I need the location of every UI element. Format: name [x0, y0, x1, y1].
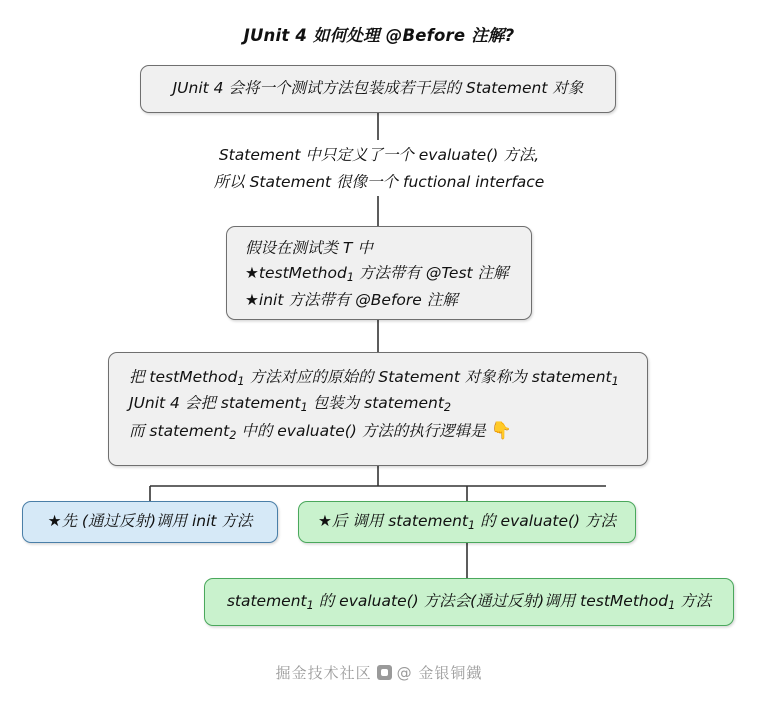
bottom-text-sub1: 1 [306, 598, 314, 612]
bottom-text-c: 方法 [675, 591, 712, 610]
bottom-text-b: 的 evaluate() 方法会(通过反射)调用 testMethod [313, 591, 669, 610]
note-statement-interface [129, 142, 629, 195]
star-icon: ★ [245, 264, 259, 283]
note-line-1: Statement 中只定义了一个 evaluate() 方法, [218, 146, 540, 164]
statement-line-1-sub2: 1 [611, 375, 619, 389]
statement-line-2-sub1: 1 [300, 401, 308, 415]
watermark-prefix: 掘金技术社区 [275, 664, 372, 682]
statement-line-1 [129, 365, 627, 391]
node-assumptions [226, 226, 532, 320]
assume-line-2-b: 方法带有 @Test 注解 [354, 264, 509, 283]
assume-line-2 [245, 261, 513, 287]
node-statement-wrapping [108, 352, 648, 466]
statement-line-1-sub1: 1 [237, 375, 245, 389]
bottom-text-sub2: 1 [668, 598, 676, 612]
watermark-suffix: @ 金银铜鐡 [396, 664, 483, 682]
branch-right-text [318, 509, 616, 535]
branch-right-label-b: 的 evaluate() 方法 [475, 511, 617, 530]
bottom-text-a: statement [226, 591, 307, 610]
node-top-statement-text: JUnit 4 会将一个测试方法包装成若干层的 Statement 对象 [172, 79, 584, 98]
statement-line-2 [129, 391, 627, 417]
node-bottom-reflection-call [204, 578, 734, 626]
logo-icon [377, 665, 392, 680]
statement-line-2-b: 包装为 statement [307, 394, 444, 413]
assume-line-2-a: testMethod [258, 264, 347, 283]
note-line-2: 所以 Statement 很像一个 fuctional interface [213, 172, 545, 191]
statement-line-2-sub2: 2 [443, 401, 452, 415]
branch-right-label-sub: 1 [468, 518, 476, 532]
star-icon: ★ [245, 290, 259, 309]
statement-line-3-a: 而 statement [129, 421, 230, 440]
assume-line-3-text: init 方法带有 @Before 注解 [258, 290, 458, 309]
node-top-statement [140, 65, 616, 113]
statement-line-3-b: 中的 evaluate() 方法的执行逻辑是 [236, 421, 491, 440]
star-icon: ★ [317, 511, 332, 530]
statement-line-3-sub1: 2 [229, 429, 237, 443]
assume-line-1: 假设在测试类 T 中 [245, 239, 373, 257]
star-icon: ★ [47, 512, 62, 531]
statement-line-1-a: 把 testMethod [129, 368, 238, 386]
branch-right-label-a: 后 调用 statement [331, 511, 469, 530]
watermark [0, 662, 758, 683]
page-title: JUnit 4 如何处理 @Before 注解? [243, 26, 515, 45]
node-branch-evaluate-second [298, 501, 636, 543]
branch-left-text [48, 509, 253, 534]
assume-line-2-sub: 1 [346, 271, 354, 285]
pointing-down-icon: 👇 [490, 420, 512, 441]
bottom-text [227, 589, 711, 615]
statement-line-1-b: 方法对应的原始的 Statement 对象称为 statement [244, 368, 612, 386]
branch-left-label: 先 (通过反射)调用 init 方法 [61, 512, 253, 531]
statement-line-3 [129, 418, 627, 446]
statement-line-2-a: JUnit 4 会把 statement [129, 394, 301, 413]
assume-line-3 [245, 288, 513, 313]
node-branch-init-first [22, 501, 278, 543]
